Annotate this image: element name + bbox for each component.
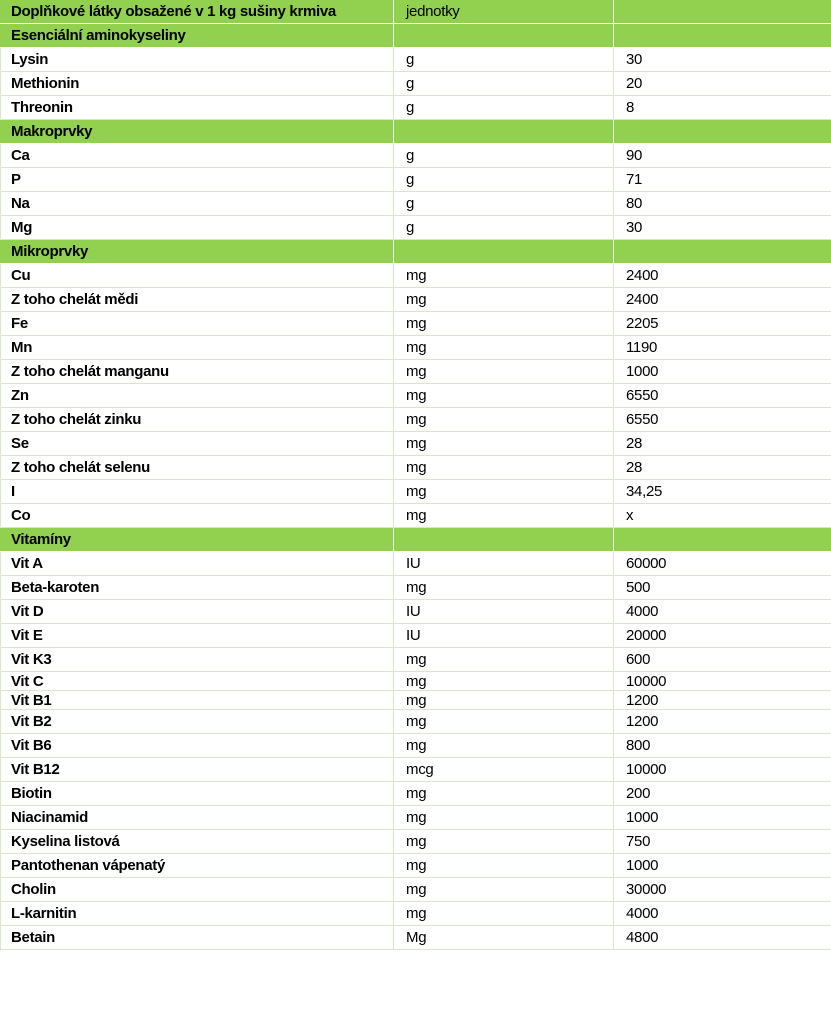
header-units: jednotky <box>394 0 614 24</box>
section-empty-cell <box>614 240 831 264</box>
substance-cell: Vit B1 <box>1 691 394 710</box>
substance-cell: Vit K3 <box>1 648 394 672</box>
unit-cell: mg <box>394 672 614 691</box>
unit-cell: mg <box>394 902 614 926</box>
substance-cell: Vit D <box>1 600 394 624</box>
unit-cell: g <box>394 48 614 72</box>
table-row <box>1 854 831 878</box>
table-row <box>1 552 831 576</box>
value-cell: 4800 <box>614 926 831 950</box>
substance-cell: Biotin <box>1 782 394 806</box>
substance-cell: Methionin <box>1 72 394 96</box>
value-cell: 750 <box>614 830 831 854</box>
value-cell: 8 <box>614 96 831 120</box>
table-row <box>1 456 831 480</box>
value-cell: 60000 <box>614 552 831 576</box>
substance-cell: Pantothenan vápenatý <box>1 854 394 878</box>
table-row <box>1 624 831 648</box>
unit-cell: g <box>394 72 614 96</box>
table-row <box>1 144 831 168</box>
value-cell: 1190 <box>614 336 831 360</box>
value-cell: 1200 <box>614 691 831 710</box>
unit-cell: mg <box>394 854 614 878</box>
table-row <box>1 72 831 96</box>
supplements-table-body <box>1 24 831 950</box>
section-empty-cell <box>614 120 831 144</box>
table-row <box>1 168 831 192</box>
value-cell: 2400 <box>614 288 831 312</box>
table-row <box>1 600 831 624</box>
substance-cell: Z toho chelát mědi <box>1 288 394 312</box>
unit-cell: g <box>394 168 614 192</box>
unit-cell: mg <box>394 480 614 504</box>
value-cell: 34,25 <box>614 480 831 504</box>
value-cell: 1000 <box>614 360 831 384</box>
table-row <box>1 504 831 528</box>
value-cell: 200 <box>614 782 831 806</box>
substance-cell: Lysin <box>1 48 394 72</box>
substance-cell: Vit B2 <box>1 710 394 734</box>
section-empty-cell <box>394 120 614 144</box>
table-row <box>1 648 831 672</box>
section-row <box>1 120 831 144</box>
substance-cell: I <box>1 480 394 504</box>
section-row <box>1 240 831 264</box>
substance-cell: Z toho chelát manganu <box>1 360 394 384</box>
substance-cell: Cu <box>1 264 394 288</box>
value-cell: 30000 <box>614 878 831 902</box>
value-cell: 6550 <box>614 408 831 432</box>
section-empty-cell <box>614 24 831 48</box>
header-value <box>614 0 831 24</box>
value-cell: 500 <box>614 576 831 600</box>
value-cell: 20 <box>614 72 831 96</box>
table-row <box>1 312 831 336</box>
substance-cell: Ca <box>1 144 394 168</box>
table-row <box>1 878 831 902</box>
table-row <box>1 734 831 758</box>
table-row <box>1 216 831 240</box>
unit-cell: IU <box>394 624 614 648</box>
unit-cell: mg <box>394 830 614 854</box>
value-cell: 2400 <box>614 264 831 288</box>
section-title: Vitamíny <box>1 528 394 552</box>
substance-cell: Se <box>1 432 394 456</box>
substance-cell: Vit B6 <box>1 734 394 758</box>
table-row <box>1 758 831 782</box>
table-row <box>1 96 831 120</box>
substance-cell: Vit E <box>1 624 394 648</box>
table-row <box>1 830 831 854</box>
value-cell: 28 <box>614 456 831 480</box>
unit-cell: mg <box>394 360 614 384</box>
substance-cell: Mg <box>1 216 394 240</box>
unit-cell: mcg <box>394 758 614 782</box>
section-title: Makroprvky <box>1 120 394 144</box>
substance-cell: Na <box>1 192 394 216</box>
value-cell: x <box>614 504 831 528</box>
value-cell: 30 <box>614 216 831 240</box>
unit-cell: mg <box>394 312 614 336</box>
unit-cell: mg <box>394 456 614 480</box>
value-cell: 1200 <box>614 710 831 734</box>
table-row <box>1 480 831 504</box>
substance-cell: Kyselina listová <box>1 830 394 854</box>
substance-cell: Mn <box>1 336 394 360</box>
value-cell: 20000 <box>614 624 831 648</box>
unit-cell: mg <box>394 576 614 600</box>
value-cell: 28 <box>614 432 831 456</box>
substance-cell: Z toho chelát zinku <box>1 408 394 432</box>
table-row <box>1 288 831 312</box>
value-cell: 90 <box>614 144 831 168</box>
unit-cell: mg <box>394 288 614 312</box>
unit-cell: mg <box>394 878 614 902</box>
table-row <box>1 360 831 384</box>
substance-cell: Fe <box>1 312 394 336</box>
value-cell: 10000 <box>614 672 831 691</box>
table-row <box>1 264 831 288</box>
unit-cell: g <box>394 144 614 168</box>
table-row <box>1 192 831 216</box>
value-cell: 4000 <box>614 902 831 926</box>
unit-cell: g <box>394 216 614 240</box>
value-cell: 2205 <box>614 312 831 336</box>
substance-cell: Vit C <box>1 672 394 691</box>
table-header-row <box>1 0 831 24</box>
table-row <box>1 336 831 360</box>
substance-cell: Beta-karoten <box>1 576 394 600</box>
section-row <box>1 528 831 552</box>
section-empty-cell <box>394 528 614 552</box>
unit-cell: Mg <box>394 926 614 950</box>
unit-cell: g <box>394 192 614 216</box>
section-title: Mikroprvky <box>1 240 394 264</box>
value-cell: 30 <box>614 48 831 72</box>
value-cell: 1000 <box>614 854 831 878</box>
section-empty-cell <box>614 528 831 552</box>
substance-cell: Z toho chelát selenu <box>1 456 394 480</box>
substance-cell: Vit A <box>1 552 394 576</box>
table-row <box>1 432 831 456</box>
value-cell: 80 <box>614 192 831 216</box>
table-row <box>1 902 831 926</box>
table-row <box>1 48 831 72</box>
value-cell: 800 <box>614 734 831 758</box>
substance-cell: Vit B12 <box>1 758 394 782</box>
section-title: Esenciální aminokyseliny <box>1 24 394 48</box>
table-row <box>1 691 831 710</box>
header-substance: Doplňkové látky obsažené v 1 kg sušiny krmiva <box>1 0 394 24</box>
substance-cell: Cholin <box>1 878 394 902</box>
value-cell: 4000 <box>614 600 831 624</box>
substance-cell: Niacinamid <box>1 806 394 830</box>
unit-cell: mg <box>394 504 614 528</box>
unit-cell: mg <box>394 432 614 456</box>
table-row <box>1 926 831 950</box>
table-row <box>1 710 831 734</box>
unit-cell: mg <box>394 691 614 710</box>
unit-cell: mg <box>394 648 614 672</box>
substance-cell: Co <box>1 504 394 528</box>
substance-cell: Zn <box>1 384 394 408</box>
unit-cell: IU <box>394 600 614 624</box>
unit-cell: IU <box>394 552 614 576</box>
unit-cell: mg <box>394 782 614 806</box>
substance-cell: Threonin <box>1 96 394 120</box>
substance-cell: P <box>1 168 394 192</box>
value-cell: 71 <box>614 168 831 192</box>
unit-cell: mg <box>394 408 614 432</box>
table-row <box>1 806 831 830</box>
section-empty-cell <box>394 240 614 264</box>
unit-cell: mg <box>394 384 614 408</box>
unit-cell: mg <box>394 734 614 758</box>
value-cell: 600 <box>614 648 831 672</box>
unit-cell: mg <box>394 806 614 830</box>
table-row <box>1 408 831 432</box>
table-row <box>1 576 831 600</box>
table-row <box>1 782 831 806</box>
unit-cell: mg <box>394 710 614 734</box>
substance-cell: L-karnitin <box>1 902 394 926</box>
section-row <box>1 24 831 48</box>
unit-cell: g <box>394 96 614 120</box>
table-row <box>1 384 831 408</box>
value-cell: 10000 <box>614 758 831 782</box>
unit-cell: mg <box>394 264 614 288</box>
unit-cell: mg <box>394 336 614 360</box>
substance-cell: Betain <box>1 926 394 950</box>
value-cell: 1000 <box>614 806 831 830</box>
table-row <box>1 672 831 691</box>
value-cell: 6550 <box>614 384 831 408</box>
section-empty-cell <box>394 24 614 48</box>
